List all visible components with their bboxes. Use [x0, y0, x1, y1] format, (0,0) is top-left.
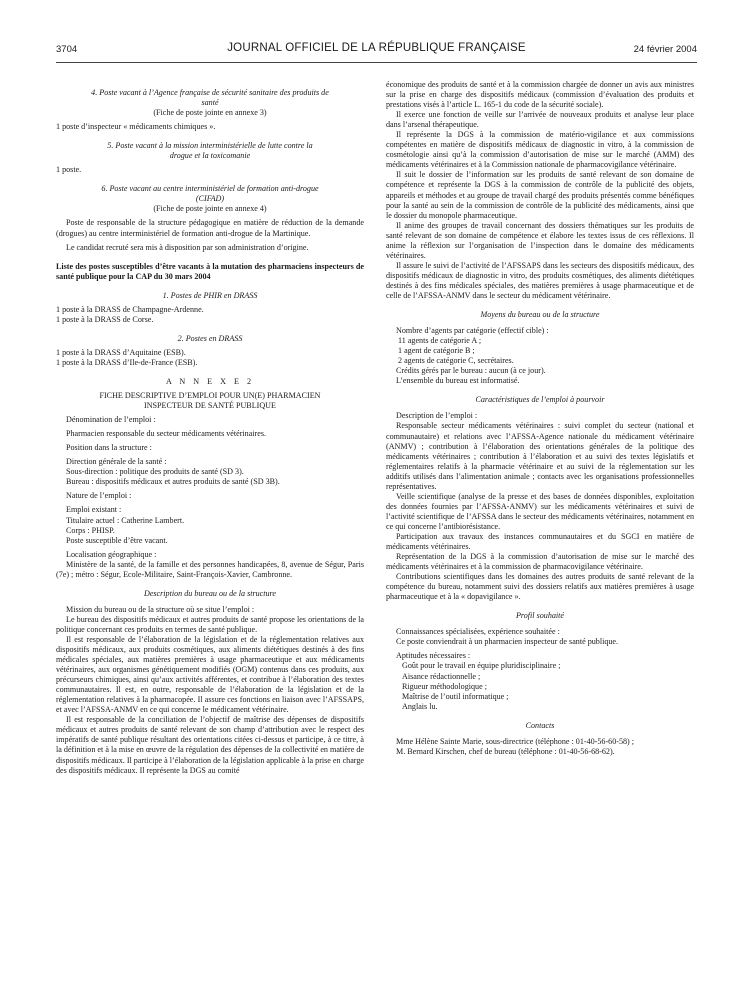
- section-heading: 5. Poste vacant à la mission interministérielle de lutte contre la drogue et la toxicomanie: [107, 141, 313, 161]
- left-column: [56, 88, 364, 776]
- paragraph: Il exerce une fonction de veille sur l’arrivée de nouveaux produits et analyse leur place dans l’arsenal thérapeutique.: [386, 110, 694, 130]
- field-label: Description de l’emploi :: [396, 411, 478, 421]
- paragraph: Ce poste conviendrait à un pharmacien inspecteur de santé publique.: [396, 637, 619, 647]
- list-item: 11 agents de catégorie A ;: [398, 336, 482, 346]
- section-heading: Description du bureau ou de la structure: [143, 588, 277, 598]
- field-value: Poste susceptible d’être vacant.: [66, 535, 168, 545]
- paragraph: Il assure le suivi de l’activité de l’AFSSAPS dans les secteurs des dispositifs médicaux, des dispositifs médicaux de diagnostic in vitro, des produits cosmétiques, des aliments diététiques destinés à des fins médicales spéciales, des matières premières à usage pharmaceutique et de celle de l’AFSSA-ANMV dans le secteur du médicament vétérinaire.: [386, 260, 694, 300]
- field-value: Pharmacien responsable du secteur médicaments vétérinaires.: [66, 429, 267, 439]
- paragraph: économique des produits de santé et à la commission chargée de donner un avis aux ministres sur la prise en charge des dispositifs médicaux (commission d’évaluation des produits et prestations visés à l’article L. 165-1 du code de la sécurité sociale).: [386, 80, 694, 110]
- list-item: Aisance rédactionnelle ;: [402, 671, 481, 681]
- field-value: Bureau : dispositifs médicaux et autres produits de santé (SD 3B).: [66, 477, 280, 487]
- journal-title: JOURNAL OFFICIEL DE LA RÉPUBLIQUE FRANÇAISE: [227, 42, 526, 54]
- right-column: [386, 80, 694, 757]
- field-label: Nombre d’agents par catégorie (effectif cible) :: [396, 326, 549, 336]
- field-value: Ministère de la santé, de la famille et des personnes handicapées, 8, avenue de Ségur, Paris (7e) ; métro : Ségur, Ecole-Militaire, Saint-François-Xavier, Cambronne.: [56, 559, 364, 579]
- page-number: 3704: [56, 44, 78, 55]
- paragraph: Il suit le dossier de l’information sur les produits de santé relevant de son domaine de compétence et représente la DGS à la commission de contrôle de la publicité des objets, appareils et méthodes et au groupe de travail chargé des produits présentés comme bénéfiques pour la santé au sein de la commission de contrôle de la publicité des médicaments, ainsi que le dossier du monopole pharmaceutique.: [386, 170, 694, 220]
- section-heading: 1. Postes de PHIR en DRASS: [162, 290, 258, 300]
- paragraph: Il anime des groupes de travail concernant des dossiers thématiques sur les produits de santé relevant de son domaine de compétence et élabore les textes issus de ces réflexions. Il anime la réflexion sur l’organisation de l’inspection dans le domaine des médicaments vétérinaires.: [386, 220, 694, 260]
- annex-title: A N N E X E 2: [165, 376, 254, 386]
- list-item: 1 poste à la DRASS de Corse.: [56, 314, 154, 324]
- list-item: Anglais lu.: [402, 701, 438, 711]
- list-item: 1 poste à la DRASS de Champagne-Ardenne.: [56, 304, 204, 314]
- section-heading: 4. Poste vacant à l’Agence française de sécurité sanitaire des produits de santé: [91, 88, 329, 108]
- field-label: Nature de l’emploi :: [66, 491, 132, 501]
- paragraph: 1 poste d’inspecteur « médicaments chimiques ».: [56, 122, 216, 132]
- section-heading: 6. Poste vacant au centre interministériel de formation anti-drogue (CIFAD): [101, 184, 319, 204]
- paragraph: 1 poste.: [56, 165, 82, 175]
- field-value: Corps : PHISP.: [66, 525, 115, 535]
- section-heading: Contacts: [525, 720, 555, 730]
- list-heading: Liste des postes susceptibles d’être vacants à la mutation des pharmaciens inspecteurs de santé publique pour la CAP du 30 mars 2004: [56, 261, 364, 281]
- field-label: Position dans la structure :: [66, 443, 152, 453]
- paragraph: Le candidat recruté sera mis à disposition par son administration d’origine.: [66, 242, 309, 252]
- list-item: Maîtrise de l’outil informatique ;: [402, 691, 509, 701]
- paragraph: Il représente la DGS à la commission de matério-vigilance et aux commissions compétentes en matière de dispositifs médicaux de diagnostic in vitro, à la commission de cosmétologie ainsi qu’à la commission d’autorisation de mise sur le marché (AMM) des médicaments vétérinaires et à la Commission nationale de pharmacovigilance vétérinaire.: [386, 130, 694, 170]
- paragraph: Responsable secteur médicaments vétérinaires : suivi complet du secteur (national et communautaire) et relations avec l’AFSSA-Agence nationale du médicament vétérinaire (ANMV) ; contribution à l’élaboration des orientations générales de la politique des médicaments vétérinaires ; contribution à l’élaboration et au suivi des textes législatifs et réglementaires relatifs à la pharmacie vétérinaire et au suivi de la réglementation sur les additifs utilisés dans l’alimentation animale ; contacts avec les organisations professionnelles représentatives.: [386, 421, 694, 491]
- field-label: Localisation géographique :: [66, 549, 157, 559]
- annex-subtitle: FICHE DESCRIPTIVE D’EMPLOI POUR UN(E) PHARMACIEN INSPECTEUR DE SANTÉ PUBLIQUE: [99, 391, 321, 411]
- section-heading: Profil souhaité: [515, 611, 565, 621]
- field-label: Aptitudes nécessaires :: [396, 651, 471, 661]
- contact-entry: M. Bernard Kirschen, chef de bureau (téléphone : 01-40-56-68-62).: [396, 746, 615, 756]
- section-heading: Moyens du bureau ou de la structure: [480, 310, 600, 320]
- field-label: Dénomination de l’emploi :: [66, 415, 156, 425]
- list-item: 1 poste à la DRASS d’Ile-de-France (ESB).: [56, 357, 198, 367]
- header-rule: [56, 62, 697, 63]
- paragraph: Mission du bureau ou de la structure où se situe l’emploi :: [66, 604, 255, 614]
- list-item: 1 poste à la DRASS d’Aquitaine (ESB).: [56, 347, 186, 357]
- paragraph: Le bureau des dispositifs médicaux et autres produits de santé propose les orientations de la politique concernant ces produits en termes de santé publique.: [56, 614, 364, 634]
- publication-date: 24 février 2004: [633, 44, 697, 55]
- annex-reference: (Fiche de poste jointe en annexe 4): [153, 204, 267, 214]
- field-label: Direction générale de la santé :: [66, 457, 167, 467]
- field-label: Emploi existant :: [66, 505, 122, 515]
- paragraph: Représentation de la DGS à la commission d’autorisation de mise sur le marché des médicaments vétérinaires et à la commission de pharmacovigilance vétérinaire.: [386, 552, 694, 572]
- field-value: L’ensemble du bureau est informatisé.: [396, 376, 520, 386]
- paragraph: Poste de responsable de la structure pédagogique en matière de réduction de la demande (drogues) au centre interministériel de formation anti-drogue de la Martinique.: [56, 218, 364, 238]
- list-item: 2 agents de catégorie C, secrétaires.: [398, 356, 514, 366]
- field-value: Sous-direction : politique des produits de santé (SD 3).: [66, 467, 244, 477]
- list-item: 1 agent de catégorie B ;: [398, 346, 475, 356]
- paragraph: Il est responsable de l’élaboration de la législation et de la réglementation relatives aux dispositifs médicaux, aux produits cosmétiques, aux aliments diététiques destinés à des fins médicales spéciales, aux matières premières à usage pharmaceutique et aux médicaments vétérinaires, aux organismes génétiquement modifiés (OGM) contenus dans ces produits, aux précurseurs chimiques, ainsi qu’aux activités afférentes, et contribue à l’élaboration des textes communautaires. Il est, en outre, responsable de l’élaboration de la législation et de la réglementation relatives à la pharmacopée. Il assure ces fonctions en liaison avec l’AFSSAPS, et avec l’AFSSA-ANMV en ce qui concerne le médicament vétérinaire.: [56, 634, 364, 715]
- list-item: Goût pour le travail en équipe pluridisciplinaire ;: [402, 661, 561, 671]
- list-item: Rigueur méthodologique ;: [402, 681, 487, 691]
- contact-entry: Mme Hélène Sainte Marie, sous-directrice (téléphone : 01-40-56-60-58) ;: [396, 736, 635, 746]
- section-heading: 2. Postes en DRASS: [177, 333, 243, 343]
- paragraph: Il est responsable de la conciliation de l’objectif de maîtrise des dépenses de dispositifs médicaux et autres produits de santé relevant de son champ d’attribution avec le respect des impératifs de santé publique résultant des orientations citées ci-dessus et participe, à ce titre, à la définition et à la mise en œuvre de la régulation des dépenses de la collectivité en matière de dispositifs médicaux. Il participe à l’élaboration de la législation applicable à la prise en charge des dispositifs médicaux. Il représente la DGS au comité: [56, 715, 364, 775]
- page-header: [56, 42, 697, 58]
- paragraph: Veille scientifique (analyse de la presse et des bases de données disponibles, exploitation des données fournies par l’AFSSA-ANMV) sur les médicaments vétérinaires et suivi de l’activité scientifique de l’AFSSA dans le secteur des médicaments vétérinaires, notamment en ce qui concerne l’antibiorésistance.: [386, 491, 694, 531]
- paragraph: Contributions scientifiques dans les domaines des autres produits de santé relevant de la compétence du bureau, notamment suivi des dossiers relatifs aux matières premières à usage pharmaceutique et à la « dopavigilance ».: [386, 572, 694, 602]
- field-value: Crédits gérés par le bureau : aucun (à ce jour).: [396, 366, 546, 376]
- field-label: Connaissances spécialisées, expérience souhaitée :: [396, 627, 560, 637]
- paragraph: Participation aux travaux des instances communautaires et du SGCI en matière de médicaments vétérinaires.: [386, 531, 694, 552]
- field-value: Titulaire actuel : Catherine Lambert.: [66, 515, 185, 525]
- section-heading: Caractéristiques de l’emploi à pourvoir: [475, 395, 605, 405]
- annex-reference: (Fiche de poste jointe en annexe 3): [153, 108, 267, 118]
